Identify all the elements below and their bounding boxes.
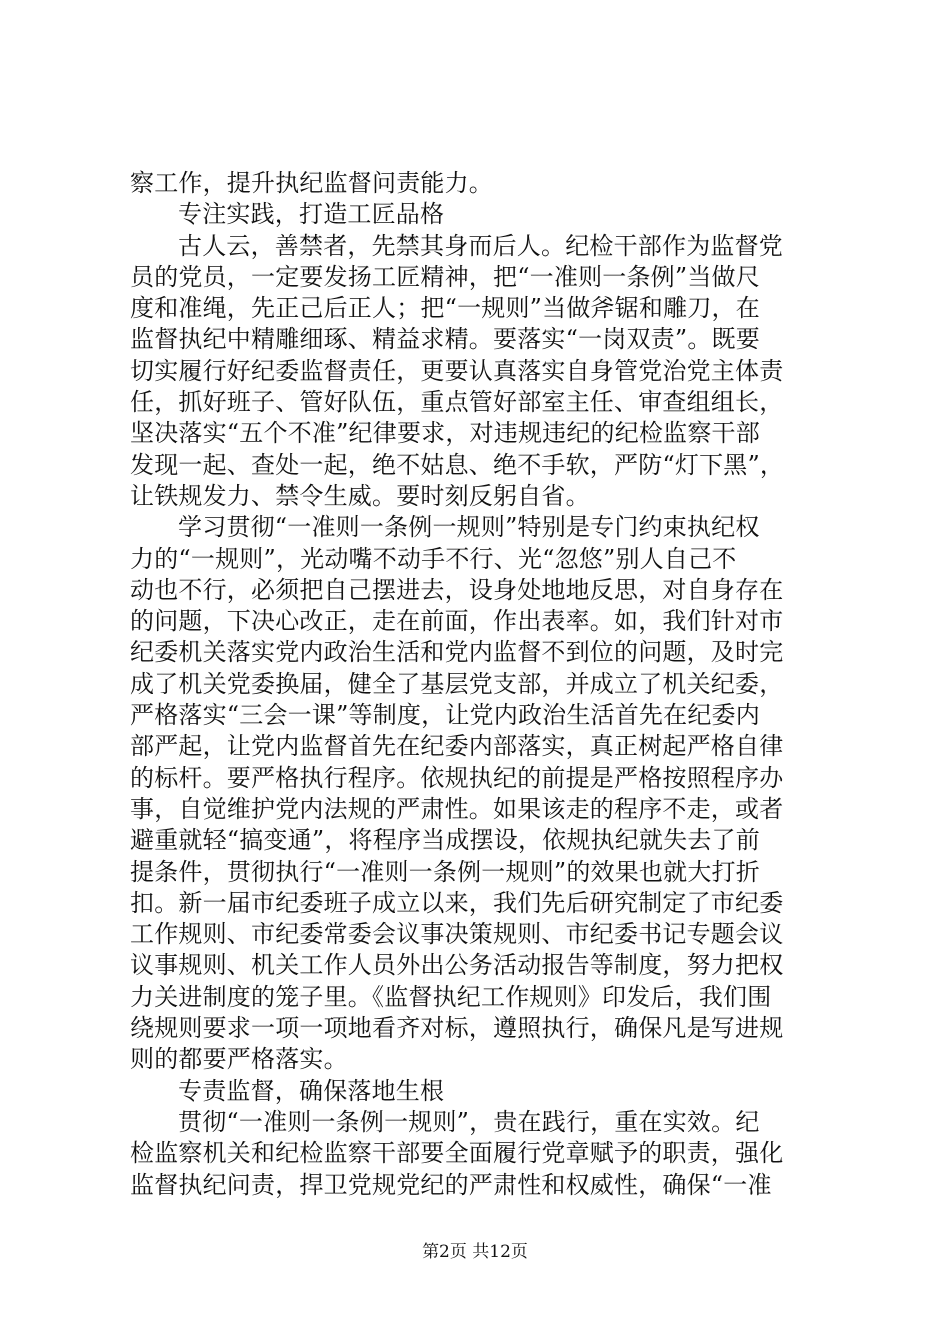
section-heading: 专责监督，确保落地生根 (178, 1076, 445, 1105)
body-line: 严格落实“三会一课”等制度，让党内政治生活首先在纪委内 (130, 701, 760, 730)
body-line: 力关进制度的笼子里。《监督执纪工作规则》印发后，我们围 (130, 982, 772, 1011)
paragraph-first-line: 学习贯彻“一准则一条例一规则”特别是专门约束执纪权 (178, 513, 760, 542)
body-line: 绕规则要求一项一项地看齐对标，遵照执行，确保凡是写进规 (130, 1014, 784, 1043)
document-body (130, 168, 830, 1201)
body-line: 议事规则、机关工作人员外出公务活动报告等制度，努力把权 (130, 951, 784, 980)
body-line: 员的党员，一定要发扬工匠精神，把“一准则一条例”当做尺 (130, 262, 760, 291)
page-number-footer: 第2页 共12页 (422, 1242, 528, 1262)
body-line: 扣。新一届市纪委班子成立以来，我们先后研究制定了市纪委 (130, 888, 784, 917)
body-line: 事，自觉维护党内法规的严肃性。如果该走的程序不走，或者 (130, 794, 784, 823)
body-line: 监督执纪中精雕细琢、精益求精。要落实“一岗双责”。既要 (130, 325, 760, 354)
body-line: 察工作，提升执纪监督问责能力。 (130, 169, 493, 197)
body-line: 成了机关党委换届，健全了基层党支部，并成立了机关纪委， (130, 669, 784, 698)
body-line: 监督执纪问责，捍卫党规党纪的严肃性和权威性，确保“一准 (130, 1170, 772, 1199)
body-line: 检监察机关和纪检监察干部要全面履行党章赋予的职责，强化 (130, 1139, 784, 1168)
body-line: 切实履行好纪委监督责任，更要认真落实自身管党治党主体责 (130, 356, 784, 385)
body-line: 工作规则、市纪委常委会议事决策规则、市纪委书记专题会议 (130, 920, 784, 949)
body-line: 则的都要严格落实。 (130, 1045, 348, 1074)
body-line: 让铁规发力、禁令生威。要时刻反躬自省。 (130, 481, 590, 510)
body-line: 提条件，贯彻执行“一准则一条例一规则”的效果也就大打折 (130, 857, 760, 886)
body-line: 力的“一规则”，光动嘴不动手不行、光“忽悠”别人自己不 (130, 544, 737, 573)
body-line: 的标杆。要严格执行程序。依规执纪的前提是严格按照程序办 (130, 763, 784, 792)
body-line: 纪委机关落实党内政治生活和党内监督不到位的问题，及时完 (130, 638, 784, 667)
body-line: 动也不行，必须把自己摆进去，设身处地地反思，对自身存在 (130, 575, 784, 604)
section-heading: 专注实践，打造工匠品格 (178, 200, 445, 229)
body-line: 部严起，让党内监督首先在纪委内部落实，真正树起严格自律 (130, 732, 784, 761)
body-line: 度和准绳，先正己后正人；把“一规则”当做斧锯和雕刀，在 (130, 294, 760, 323)
body-line: 发现一起、查处一起，绝不姑息、绝不手软，严防“灯下黑”， (130, 450, 785, 479)
body-line: 坚决落实“五个不准”纪律要求，对违规违纪的纪检监察干部 (130, 419, 760, 448)
body-line: 的问题，下决心改正，走在前面，作出表率。如，我们针对市 (130, 607, 784, 636)
paragraph-first-line: 古人云，善禁者，先禁其身而后人。纪检干部作为监督党 (178, 231, 783, 260)
body-line: 避重就轻“搞变通”，将程序当成摆设，依规执纪就失去了前 (130, 826, 760, 855)
body-line: 任，抓好班子、管好队伍，重点管好部室主任、审查组组长， (130, 388, 784, 417)
paragraph-first-line: 贯彻“一准则一条例一规则”，贵在践行，重在实效。纪 (178, 1107, 760, 1136)
